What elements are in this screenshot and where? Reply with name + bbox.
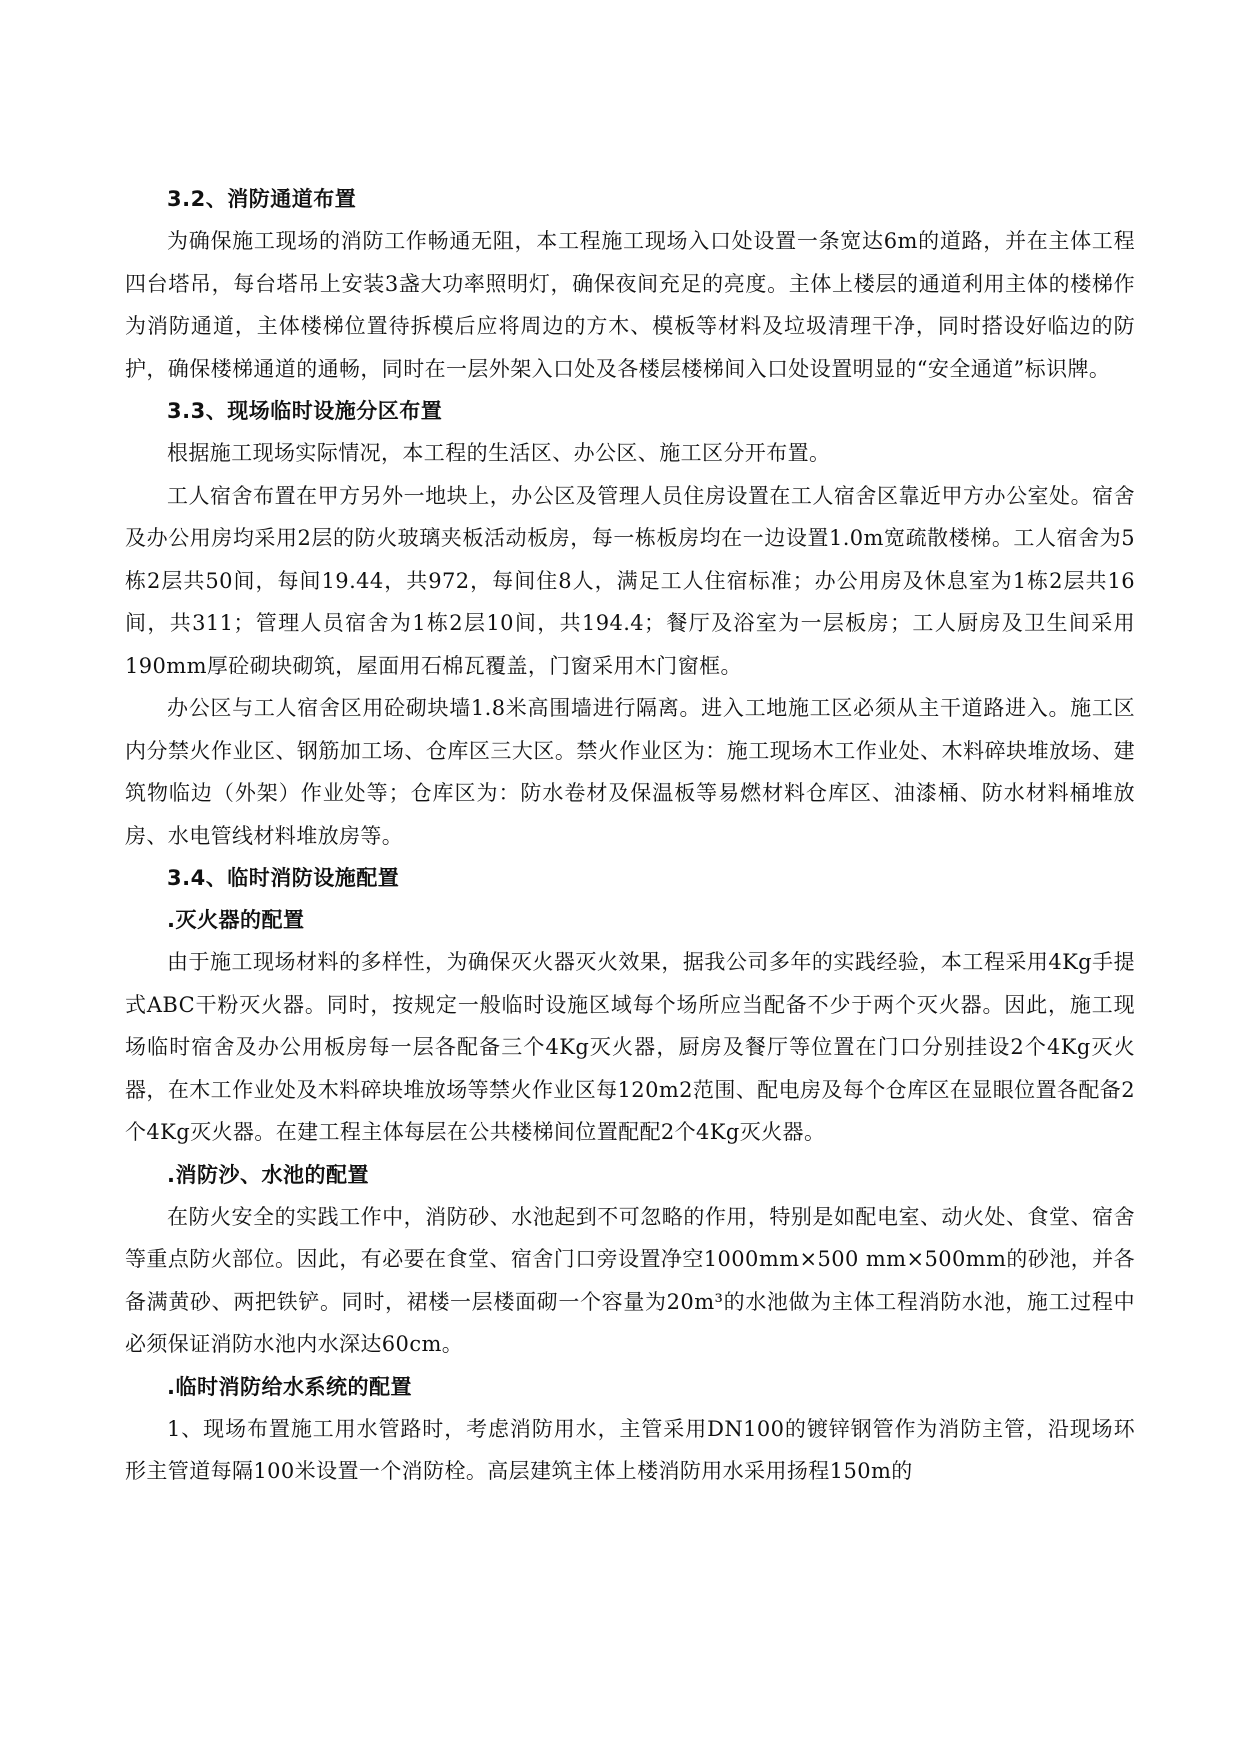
paragraph: 办公区与工人宿舍区用砼砌块墙1.8米高围墙进行隔离。进入工地施工区必须从主干道路进入。施工区内分禁火作业区、钢筋加工场、仓库区三大区。禁火作业区为：施工现场木工作业处、木料碎块堆放场、建筑物临边（外架）作业处等；仓库区为：防水卷材及保温板等易燃材料仓库区、油漆桶、防水材料桶堆放房、水电管线材料堆放房等。 xyxy=(125,696,1135,848)
paragraph: 工人宿舍布置在甲方另外一地块上，办公区及管理人员住房设置在工人宿舍区靠近甲方办公室处。宿舍及办公用房均采用2层的防火玻璃夹板活动板房，每一栋板房均在一边设置1.0m宽疏散楼梯。工人宿舍为5栋2层共50间，每间19.44，共972，每间住8人，满足工人住宿标准；办公用房及休息室为1栋2层共16间，共311；管理人员宿舍为1栋2层10间，共194.4；餐厅及浴室为一层板房；工人厨房及卫生间采用190mm厚砼砌块砌筑，屋面用石棉瓦覆盖，门窗采用木门窗框。 xyxy=(125,483,1135,678)
subsection-heading: .临时消防给水系统的配置 xyxy=(167,1374,412,1399)
section-temporary-facilities-zoning xyxy=(125,390,1135,857)
document-body xyxy=(125,178,1135,1493)
subsection-fire-extinguishers xyxy=(125,899,1135,1154)
paragraph: 由于施工现场材料的多样性，为确保灭火器灭火效果，据我公司多年的实践经验，本工程采用4Kg手提式ABC干粉灭火器。同时，按规定一般临时设施区域每个场所应当配备不少于两个灭火器。因此，施工现场临时宿舍及办公用板房每一层各配备三个4Kg灭火器，厨房及餐厅等位置在门口分别挂设2个4Kg灭火器，在木工作业处及木料碎块堆放场等禁火作业区每120m2范围、配电房及每个仓库区在显眼位置各配备2个4Kg灭火器。在建工程主体每层在公共楼梯间位置配配2个4Kg灭火器。 xyxy=(125,950,1135,1144)
section-heading: 3.4、临时消防设施配置 xyxy=(167,866,400,890)
section-fire-passage xyxy=(125,178,1135,390)
section-heading: 3.2、消防通道布置 xyxy=(167,187,357,211)
paragraph: 在防火安全的实践工作中，消防砂、水池起到不可忽略的作用，特别是如配电室、动火处、食堂、宿舍等重点防火部位。因此，有必要在食堂、宿舍门口旁设置净空1000mm×500 mm×500mm的砂池，并各备满黄砂、两把铁铲。同时，裙楼一层楼面砌一个容量为20m³的水池做为主体工程消防水池，施工过程中必须保证消防水池内水深达60cm。 xyxy=(125,1204,1135,1356)
paragraph: 为确保施工现场的消防工作畅通无阻，本工程施工现场入口处设置一条宽达6m的道路，并在主体工程四台塔吊，每台塔吊上安装3盏大功率照明灯，确保夜间充足的亮度。主体上楼层的通道利用主体的楼梯作为消防通道，主体楼梯位置待拆模后应将周边的方木、模板等材料及垃圾清理干净，同时搭设好临边的防护，确保楼梯通道的通畅，同时在一层外架入口处及各楼层楼梯间入口处设置明显的“安全通道”标识牌。 xyxy=(125,229,1135,381)
subsection-heading: .灭火器的配置 xyxy=(167,908,305,932)
section-heading: 3.3、现场临时设施分区布置 xyxy=(167,399,443,423)
subsection-fire-sand-pool xyxy=(125,1154,1135,1366)
subsection-fire-water-supply xyxy=(125,1366,1135,1493)
paragraph: 根据施工现场实际情况，本工程的生活区、办公区、施工区分开布置。 xyxy=(167,441,831,465)
paragraph: 1、现场布置施工用水管路时，考虑消防用水，主管采用DN100的镀锌钢管作为消防主管，沿现场环形主管道每隔100米设置一个消防栓。高层建筑主体上楼消防用水采用扬程150m的 xyxy=(125,1416,1135,1483)
section-temporary-fire-facilities xyxy=(125,857,1135,1493)
subsection-heading: .消防沙、水池的配置 xyxy=(167,1162,369,1187)
